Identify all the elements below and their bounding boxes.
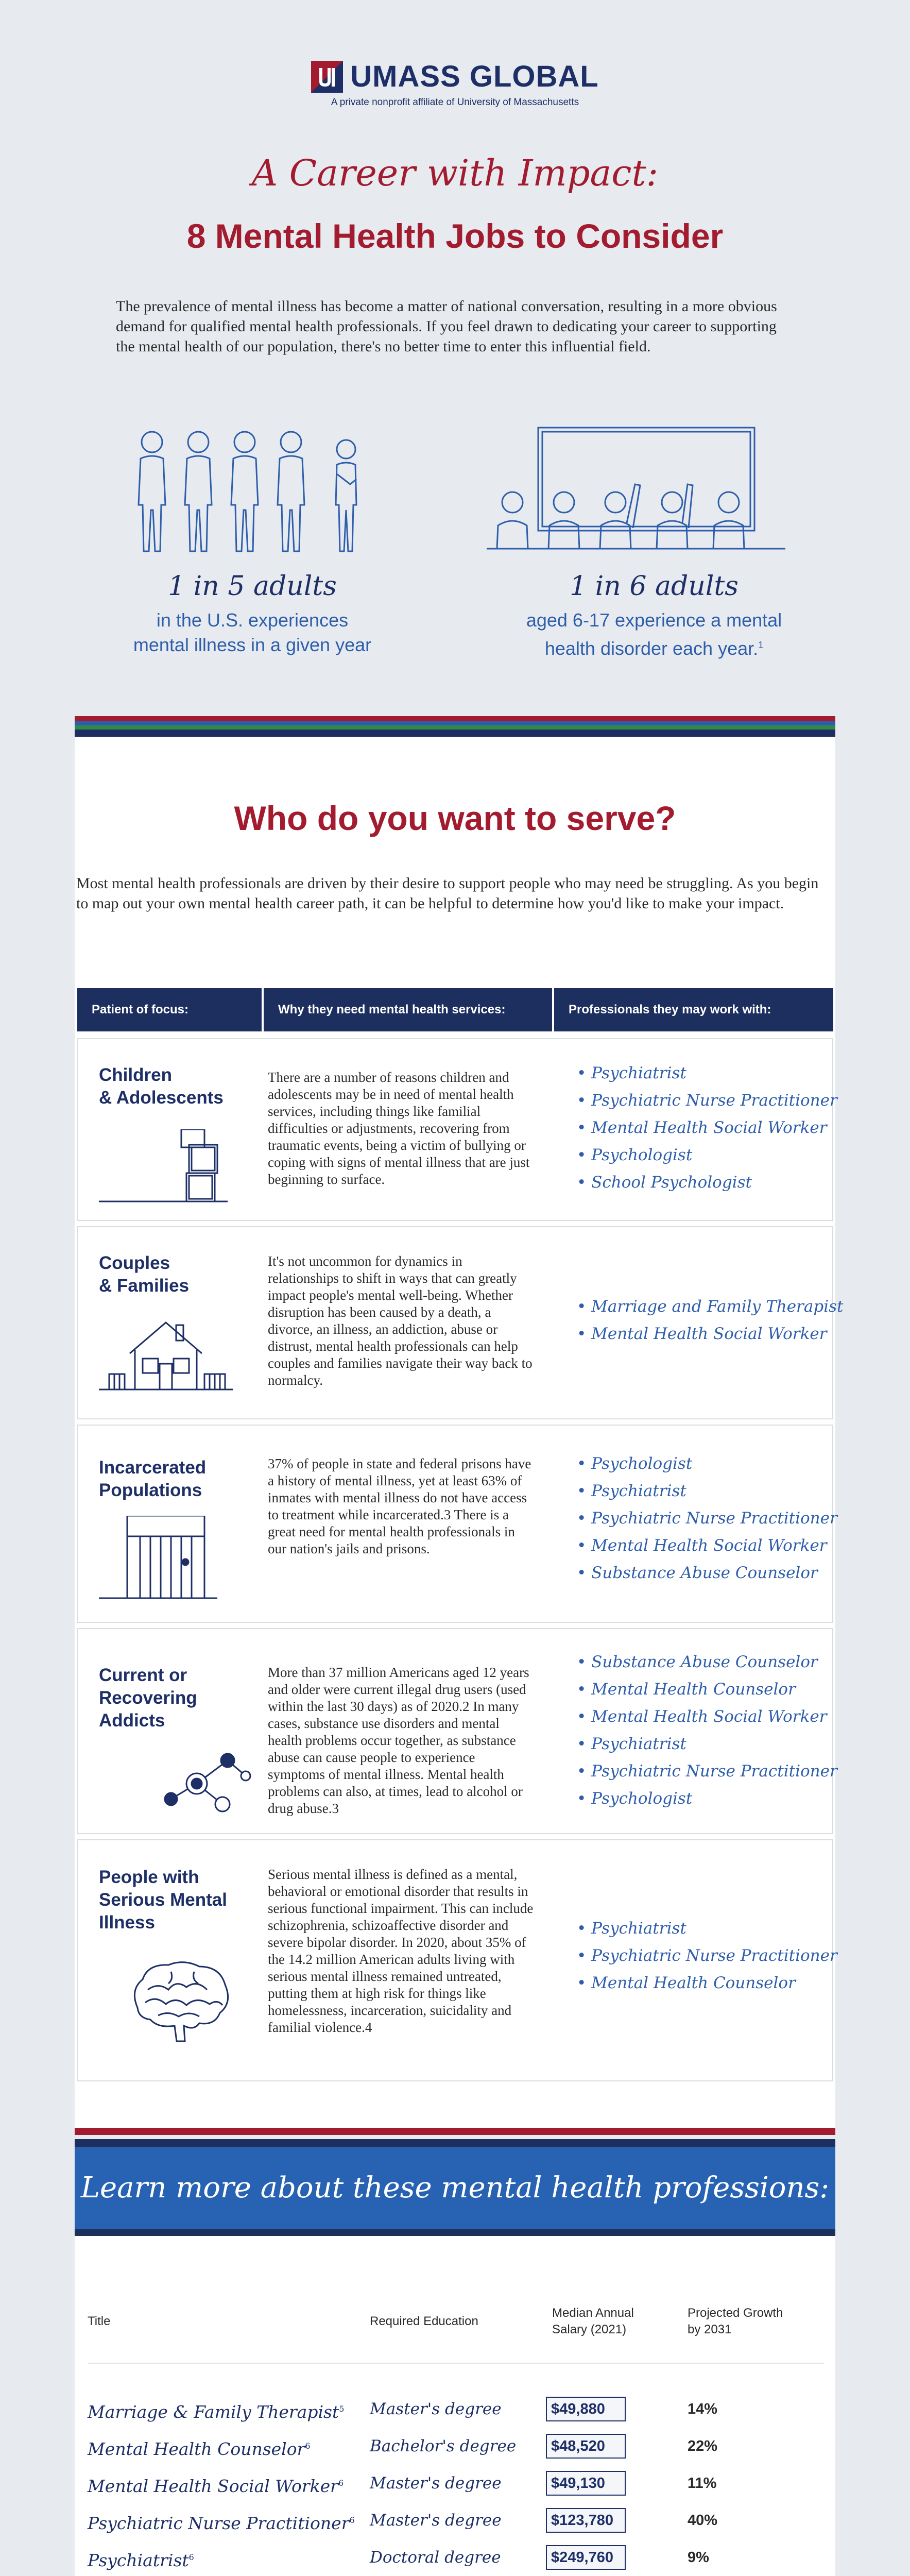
job-salary: $249,760 — [546, 2545, 626, 2570]
row-description: Serious mental illness is defined as a mental, behavioral or emotional disorder that results in serious functional impairment. This can include schizophrenia, schizoaffective disorder and severe bipolar disorder. In 2020, about 35% of the 14.2 million American adults living with serious mental illness remained untreated, putting them at high risk for things like homelessness, incarceration, suicidality and familial violence.4 — [268, 1867, 534, 2035]
professional-item: • Mental Health Social Worker — [577, 1114, 824, 1142]
jobs-header-title: Title — [88, 2314, 111, 2328]
row-title-line: & Families — [99, 1276, 190, 1296]
th-patient: Patient of focus: — [92, 1003, 189, 1016]
job-title-text: Mental Health Social Worker — [88, 2476, 338, 2496]
stat-2-line2-wrap — [487, 633, 821, 661]
professional-item: • Psychologist — [577, 1142, 824, 1169]
jobs-header-growth-line: by 2031 — [688, 2323, 732, 2336]
row-title-line: Populations — [99, 1480, 202, 1500]
row-description: More than 37 million Americans aged 12 years and older were current illegal drug users (used within the last 30 days) as of 2020.2 In many cases, substance use disorders and mental health problems occur together, as substance abuse can cause people to experience symptoms of mental illness. Mental health problems can also, at times, lead to alcohol or drug abuse.3 — [268, 1665, 529, 1816]
job-growth: 40% — [688, 2512, 718, 2529]
stat-2-big: 1 in 6 adults — [570, 571, 739, 602]
serve-intro: Most mental health professionals are driven by their desire to support people who may need be struggling. As you begin to map out your own mental health career path, it can be helpful to determine how you'd like to make your impact. — [76, 875, 819, 912]
row-description: It's not uncommon for dynamics in relationships to shift in ways that can greatly impact people's mental well-being. Whether disruption has been caused by a death, a divorce, an illness, an addiction, abuse or distrust, mental health professionals can help couples and families navigate their way back to normalcy. — [268, 1253, 533, 1388]
row-description: There are a number of reasons children and adolescents may be in need of mental health services, including things like familial difficulties or adjustments, recovering from traumatic events, being a victim of bullying or coping with signs of mental illness that are just beginning to surface. — [268, 1070, 530, 1187]
job-title — [88, 2428, 311, 2468]
row-title — [99, 1456, 206, 1502]
serve-row-addicts — [77, 1628, 837, 1834]
job-title-text: Psychiatrist — [88, 2550, 189, 2570]
stat-1-big: 1 in 5 adults — [168, 571, 337, 602]
job-education: Master's degree — [370, 2400, 502, 2418]
row-title-line: Couples — [99, 1253, 170, 1273]
job-title — [88, 2391, 344, 2431]
professional-item: • Mental Health Counselor — [577, 1970, 824, 1997]
job-salary: $48,520 — [546, 2434, 626, 2459]
jobs-header-salary-line: Median Annual — [552, 2306, 634, 2320]
prison-bars-icon — [99, 1516, 217, 1603]
row-professionals — [577, 1450, 837, 1587]
house-icon — [99, 1315, 233, 1397]
professional-item: • Psychiatric Nurse Practitioner — [577, 1087, 824, 1114]
stripe-navy — [75, 2139, 835, 2147]
stripe-navy — [75, 2229, 835, 2236]
row-title-line: Current or — [99, 1665, 187, 1685]
stripe-blue — [75, 721, 835, 725]
stat-2-line2: health disorder each year. — [544, 638, 759, 659]
five-people-icon — [131, 422, 379, 556]
stat-1-line1: in the U.S. experiences — [156, 609, 349, 631]
professional-item: • Psychiatric Nurse Practitioner — [577, 1505, 824, 1532]
stripe-red — [75, 716, 835, 721]
job-footnote: 6 — [305, 2441, 311, 2451]
page-title-line2: 8 Mental Health Jobs to Consider — [186, 217, 724, 255]
jobs-banner — [75, 2147, 835, 2229]
job-salary: $123,780 — [546, 2508, 626, 2533]
job-title — [88, 2502, 355, 2542]
stat-block-1 — [85, 571, 420, 657]
row-title-line: Illness — [99, 1912, 155, 1933]
professional-item: • Psychiatrist — [577, 1478, 824, 1505]
jobs-header-salary-line: Salary (2021) — [552, 2323, 627, 2336]
job-education: Master's degree — [370, 2474, 502, 2493]
jobs-row — [88, 2539, 824, 2576]
intro-paragraph: The prevalence of mental illness has become a matter of national conversation, resulting in a more obvious demand for qualified mental health professionals. If you feel drawn to dedicating your career to supporting the mental health of our population, there's no better time to enter this influential field. — [116, 298, 777, 355]
professional-item: • Psychologist — [577, 1450, 824, 1478]
stripe-navy — [75, 730, 835, 737]
row-professionals — [577, 1915, 837, 1997]
row-title-line: Addicts — [99, 1710, 165, 1731]
job-growth: 22% — [688, 2438, 718, 2454]
professional-item: • Substance Abuse Counselor — [577, 1649, 824, 1676]
serve-row-serious-illness — [77, 1839, 837, 2081]
job-footnote: 6 — [349, 2515, 355, 2525]
professional-item: • Mental Health Social Worker — [577, 1320, 824, 1348]
professional-item: • Psychologist — [577, 1785, 824, 1812]
row-professionals — [577, 1060, 837, 1196]
job-title — [88, 2539, 194, 2576]
job-salary: $49,130 — [546, 2471, 626, 2496]
jobs-row — [88, 2391, 824, 2428]
row-title — [99, 1252, 189, 1297]
logo-subtitle: A private nonprofit affiliate of University of Massachusetts — [331, 97, 579, 108]
jobs-row — [88, 2428, 824, 2465]
job-growth: 14% — [688, 2401, 718, 2417]
jobs-header-growth-line: Projected Growth — [688, 2306, 783, 2320]
th-professionals: Professionals they may work with: — [569, 1003, 771, 1016]
job-footnote: 6 — [188, 2552, 194, 2562]
jobs-banner-text: Learn more about these mental health professions: — [80, 2171, 830, 2205]
stat-2-line1: aged 6-17 experience a mental — [526, 609, 782, 631]
row-professionals — [577, 1649, 837, 1812]
brain-icon — [127, 1959, 235, 2046]
jobs-row — [88, 2465, 824, 2502]
professional-item: • Substance Abuse Counselor — [577, 1560, 824, 1587]
job-footnote: 5 — [339, 2404, 345, 2414]
job-growth: 11% — [688, 2475, 717, 2492]
professional-item: • Mental Health Social Worker — [577, 1532, 824, 1560]
professional-item: • Marriage and Family Therapist — [577, 1293, 824, 1320]
job-title — [88, 2465, 344, 2505]
job-education: Master's degree — [370, 2511, 502, 2530]
jobs-header-growth — [688, 2305, 783, 2338]
job-education: Bachelor's degree — [370, 2437, 517, 2455]
professional-item: • Psychiatrist — [577, 1915, 824, 1942]
professional-item: • Mental Health Social Worker — [577, 1703, 824, 1731]
stat-2-footnote: 1 — [758, 640, 764, 650]
row-title-line: Recovering — [99, 1688, 197, 1708]
job-education: Doctoral degree — [370, 2548, 501, 2567]
serve-heading: Who do you want to serve? — [234, 799, 676, 837]
jobs-row — [88, 2502, 824, 2539]
professional-item: • Psychiatric Nurse Practitioner — [577, 1758, 824, 1785]
row-title-line: & Adolescents — [99, 1088, 224, 1108]
row-title — [99, 1866, 227, 1934]
row-professionals — [577, 1293, 844, 1348]
stripe-red — [75, 2128, 835, 2135]
brand-logo — [0, 59, 910, 108]
jobs-header-salary — [552, 2305, 634, 2338]
stripe-gap — [75, 2135, 835, 2139]
job-footnote: 6 — [338, 2478, 344, 2488]
professional-item: • Psychiatrist — [577, 1731, 824, 1758]
job-title-text: Psychiatric Nurse Practitioner — [88, 2513, 350, 2533]
th-why: Why they need mental health services: — [278, 1003, 506, 1016]
job-growth: 9% — [688, 2549, 709, 2566]
blocks-icon — [99, 1129, 228, 1207]
page-title-line1: A Career with Impact: — [251, 152, 659, 194]
umass-shield-icon — [311, 61, 343, 93]
stat-block-2 — [487, 571, 821, 661]
molecule-icon — [161, 1748, 253, 1825]
serve-row-couples — [77, 1226, 844, 1419]
row-title — [99, 1064, 224, 1109]
jobs-header-education: Required Education — [370, 2314, 478, 2328]
job-salary: $49,880 — [546, 2397, 626, 2421]
serve-row-children — [77, 1038, 837, 1221]
job-title-text: Marriage & Family Therapist — [88, 2402, 339, 2422]
professional-item: • Psychiatric Nurse Practitioner — [577, 1942, 824, 1970]
stripe-green — [75, 725, 835, 730]
professional-item: • Mental Health Counselor — [577, 1676, 824, 1703]
jobs-header-divider — [88, 2363, 824, 2364]
row-description: 37% of people in state and federal prisons have a history of mental illness, yet at least 63% of inmates with mental illness do not have access to treatment while incarcerated.3 There is a great need for mental health professionals in our nation's jails and prisons. — [268, 1456, 531, 1556]
row-title-line: Incarcerated — [99, 1458, 207, 1478]
stat-1-line2: mental illness in a given year — [133, 634, 372, 655]
professional-item: • School Psychologist — [577, 1169, 824, 1196]
logo-wordmark: UMASS GLOBAL — [350, 60, 599, 93]
job-title-text: Mental Health Counselor — [88, 2439, 305, 2459]
serve-row-incarcerated — [77, 1425, 837, 1623]
row-title — [99, 1664, 197, 1732]
row-title-line: Children — [99, 1065, 172, 1085]
professional-item: • Psychiatrist — [577, 1060, 824, 1087]
row-title-line: People with — [99, 1867, 199, 1887]
row-title-line: Serious Mental — [99, 1890, 227, 1910]
classroom-icon — [487, 422, 785, 556]
serve-table-header — [77, 988, 833, 1031]
